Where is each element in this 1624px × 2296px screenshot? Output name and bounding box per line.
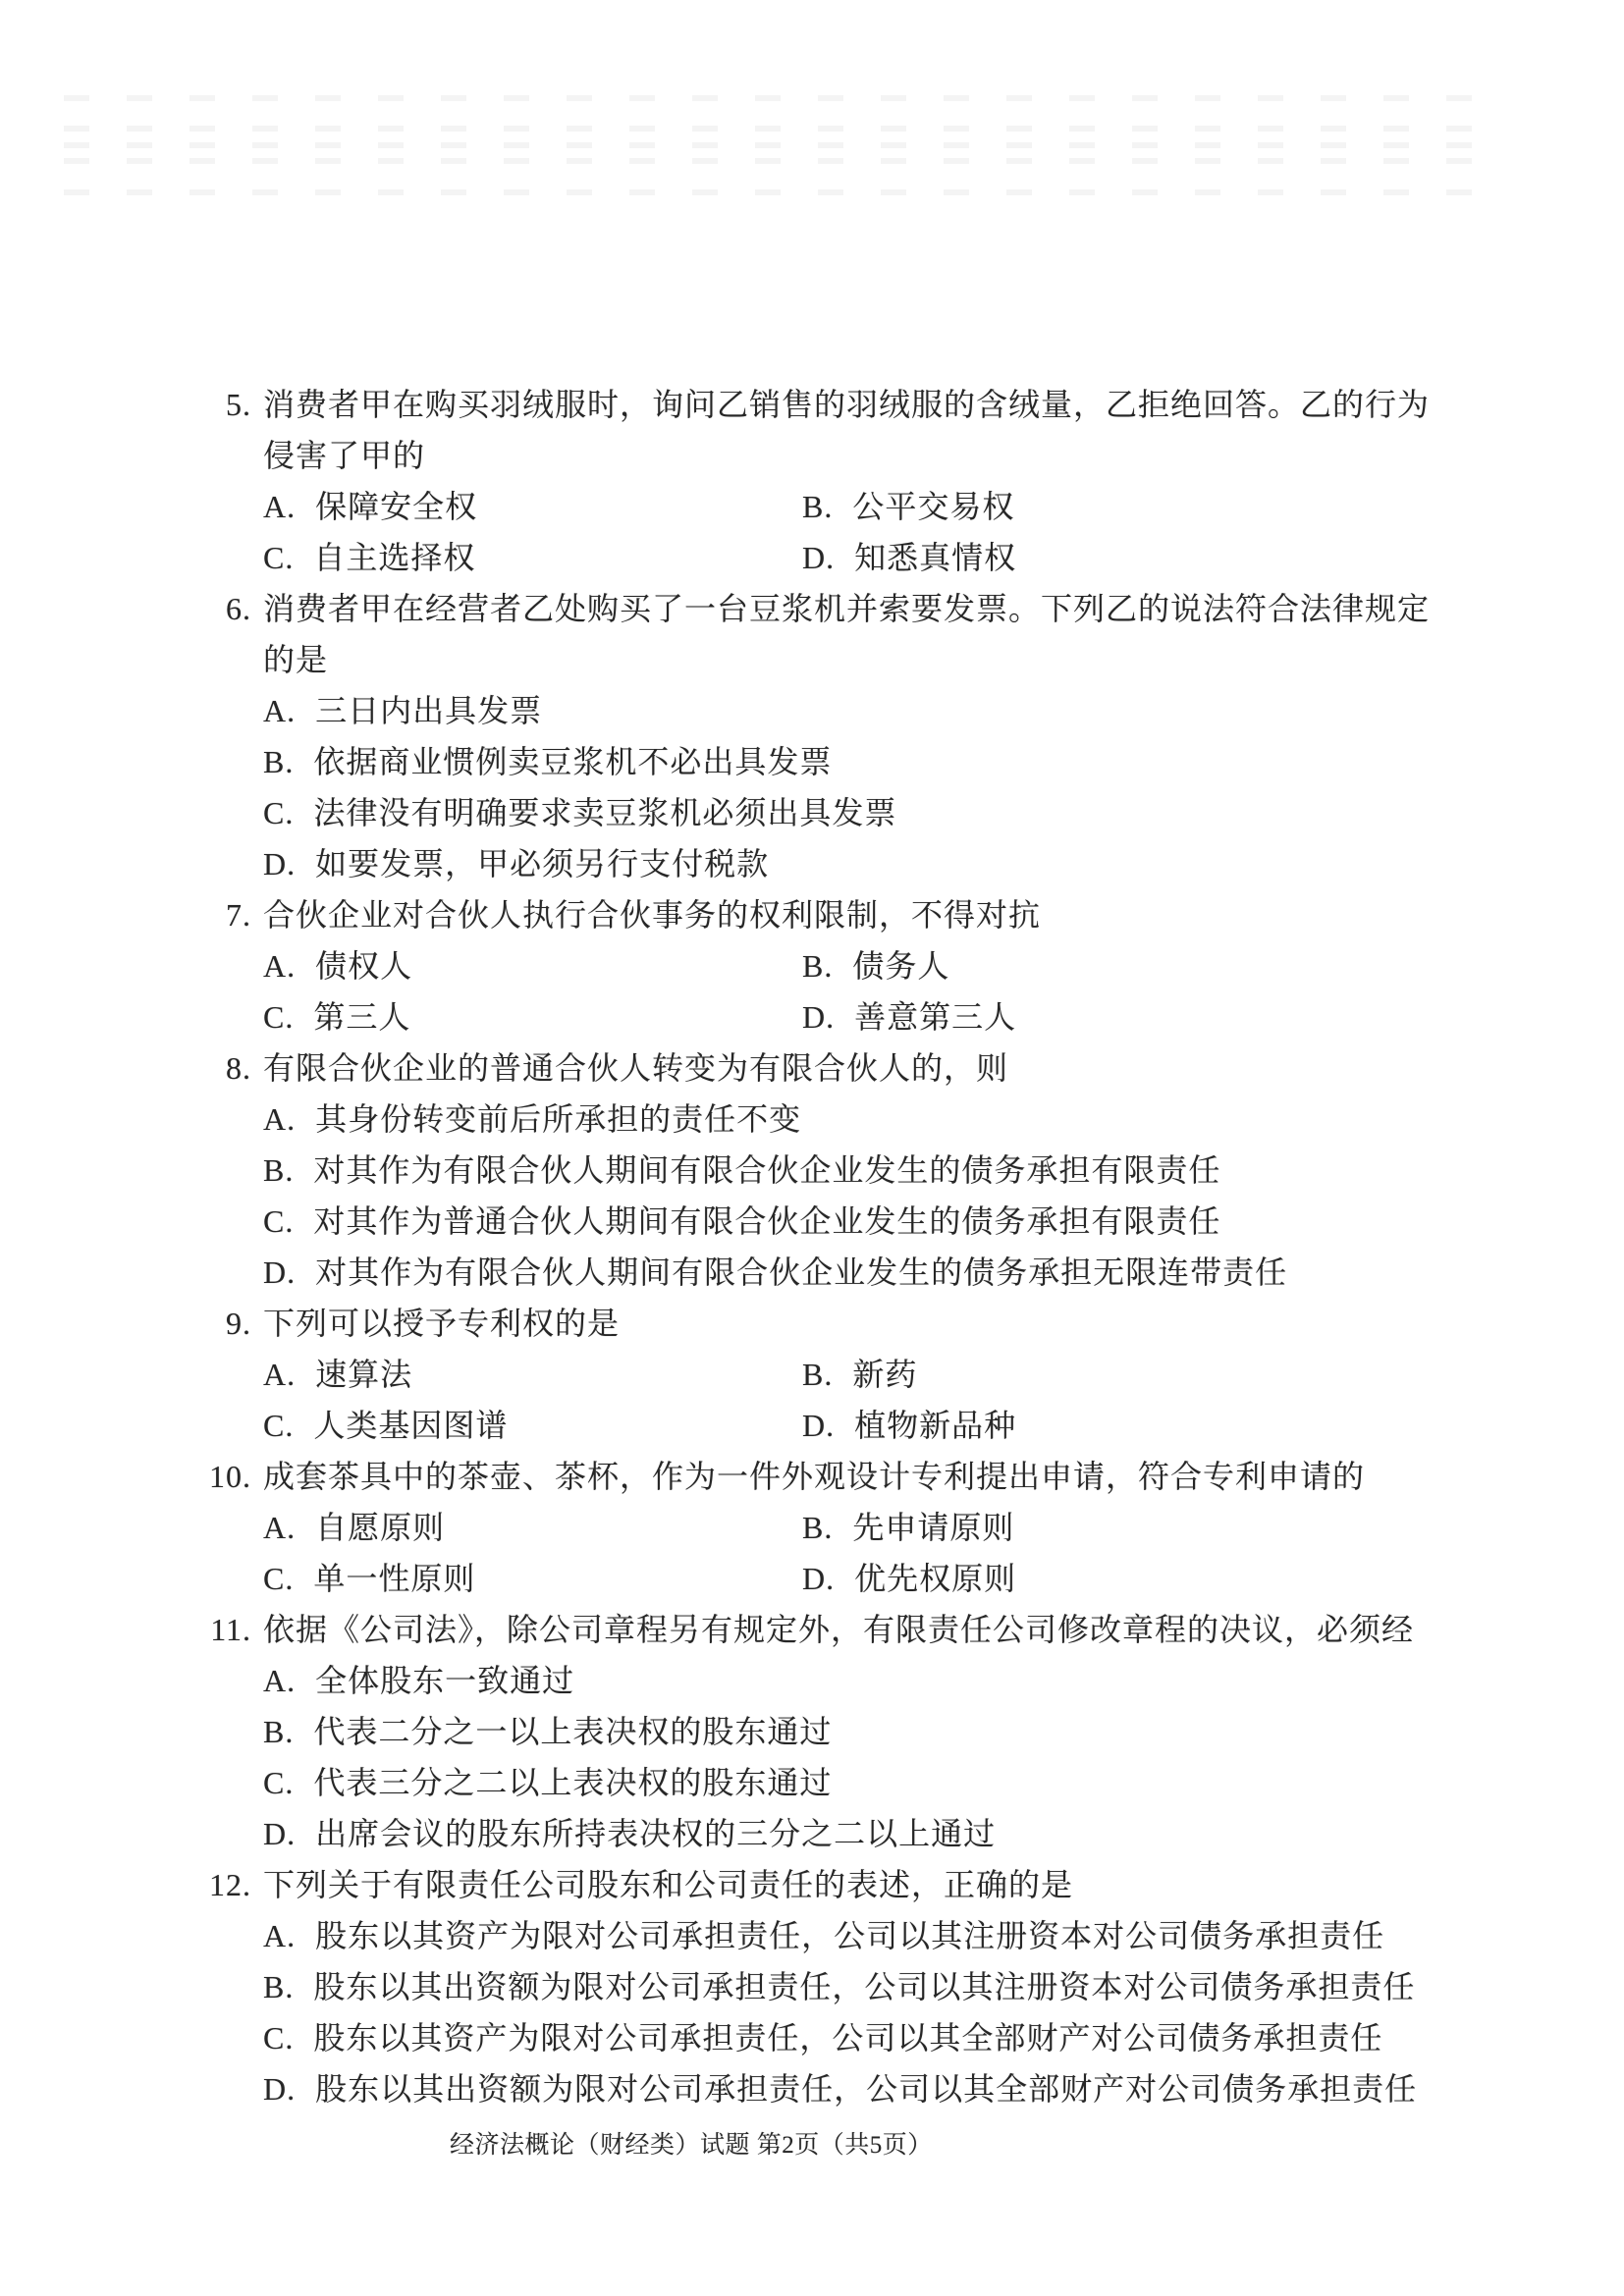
- option: [263, 1247, 1287, 1298]
- option: [263, 685, 542, 736]
- option: [263, 1145, 1220, 1196]
- option-text: 如要发票，甲必须另行支付税款: [315, 846, 770, 881]
- option-text: 知悉真情权: [854, 540, 1017, 575]
- option-letter: C.: [263, 1561, 295, 1596]
- option: [263, 1655, 574, 1706]
- page-footer: [450, 2120, 933, 2171]
- option: [263, 1349, 412, 1400]
- option-text: 股东以其资产为限对公司承担责任，公司以其注册资本对公司债务承担责任: [315, 1918, 1385, 1953]
- question-block: [210, 1604, 1481, 1859]
- option-text: 依据商业惯例卖豆浆机不必出具发票: [313, 744, 833, 779]
- option-letter: C.: [263, 1203, 295, 1239]
- option-text: 善意第三人: [854, 999, 1017, 1035]
- question-block: [226, 1042, 1481, 1298]
- stem-text: 消费者甲在经营者乙处购买了一台豆浆机并索要发票。下列乙的说法符合法律规定: [263, 591, 1431, 626]
- option-text: 股东以其出资额为限对公司承担责任，公司以其注册资本对公司债务承担责任: [313, 1969, 1416, 2004]
- stem-text: 消费者甲在购买羽绒服时，询问乙销售的羽绒服的含绒量，乙拒绝回答。乙的行为: [263, 387, 1431, 422]
- question-block: [226, 1298, 1481, 1451]
- option-text: 其身份转变前后所承担的责任不变: [315, 1101, 802, 1137]
- option-text: 单一性原则: [313, 1561, 476, 1596]
- question-block: [226, 379, 1481, 583]
- option-row: [263, 736, 1481, 787]
- question-stem-line: [263, 634, 1481, 685]
- option-text: 债权人: [315, 948, 413, 984]
- option-text: 第三人: [313, 999, 411, 1035]
- option-text: 速算法: [315, 1357, 413, 1392]
- option: [263, 991, 410, 1042]
- option-letter: C.: [263, 540, 295, 575]
- option-text: 代表二分之一以上表决权的股东通过: [313, 1714, 833, 1749]
- option: [802, 481, 1014, 532]
- option-letter: D.: [263, 1255, 297, 1290]
- question-block: [209, 1451, 1481, 1604]
- option-letter: D.: [263, 1816, 297, 1851]
- option-row: [263, 1349, 1481, 1400]
- option-row: [263, 1196, 1481, 1247]
- question-number: 8.: [226, 1050, 251, 1086]
- scan-noise-row: [64, 142, 1483, 148]
- option: [263, 940, 412, 991]
- stem-text: 侵害了甲的: [263, 438, 426, 473]
- option-text: 法律没有明确要求卖豆浆机必须出具发票: [313, 795, 897, 830]
- question-stem-line: [263, 1451, 1481, 1502]
- option: [263, 1757, 832, 1808]
- option: [263, 787, 896, 838]
- option-row: [263, 532, 1481, 583]
- question-stem-line: [263, 1859, 1481, 1910]
- option-text: 全体股东一致通过: [315, 1663, 575, 1698]
- option-letter: A.: [263, 1663, 297, 1698]
- option-text: 对其作为有限合伙人期间有限合伙企业发生的债务承担有限责任: [313, 1152, 1221, 1188]
- question-block: [209, 1859, 1481, 2114]
- question-stem-line: [263, 1042, 1481, 1094]
- option: [263, 1961, 1415, 2012]
- question-number: 10.: [209, 1459, 251, 1494]
- option: [802, 991, 1016, 1042]
- option-text: 出席会议的股东所持表决权的三分之二以上通过: [315, 1816, 997, 1851]
- option-row: [263, 1553, 1481, 1604]
- option: [802, 1349, 917, 1400]
- option-row: [263, 1808, 1481, 1859]
- option-letter: D.: [802, 540, 836, 575]
- option: [802, 532, 1016, 583]
- option-letter: C.: [263, 2020, 295, 2056]
- option-row: [263, 1502, 1481, 1553]
- stem-text: 依据《公司法》，除公司章程另有规定外，有限责任公司修改章程的决议，必须经: [263, 1612, 1415, 1647]
- option-text: 优先权原则: [854, 1561, 1017, 1596]
- option-row: [263, 838, 1481, 889]
- option-letter: A.: [263, 693, 297, 728]
- option-text: 三日内出具发票: [315, 693, 543, 728]
- option-letter: D.: [802, 1408, 836, 1443]
- option: [263, 1400, 508, 1451]
- question-number: 11.: [210, 1612, 251, 1647]
- option-row: [263, 1757, 1481, 1808]
- option-row: [263, 1706, 1481, 1757]
- question-stem-line: [263, 1298, 1481, 1349]
- option-row: [263, 940, 1481, 991]
- option-letter: B.: [263, 744, 295, 779]
- stem-text: 下列可以授予专利权的是: [263, 1306, 621, 1341]
- option-text: 植物新品种: [854, 1408, 1017, 1443]
- option-text: 自主选择权: [313, 540, 476, 575]
- scan-noise-row: [64, 126, 1483, 132]
- footer-text: 经济法概论（财经类）试题 第2页（共5页）: [450, 2132, 933, 2159]
- question-number: 12.: [209, 1867, 251, 1902]
- option-row: [263, 2063, 1481, 2114]
- option: [263, 1502, 445, 1553]
- stem-text: 下列关于有限责任公司股东和公司责任的表述，正确的是: [263, 1867, 1074, 1902]
- stem-text: 的是: [263, 642, 329, 677]
- option-letter: C.: [263, 1765, 295, 1800]
- option: [263, 481, 477, 532]
- option-text: 自愿原则: [315, 1510, 446, 1545]
- option-text: 代表三分之二以上表决权的股东通过: [313, 1765, 833, 1800]
- option-row: [263, 1145, 1481, 1196]
- option-letter: A.: [263, 1357, 297, 1392]
- option: [263, 532, 475, 583]
- option-letter: A.: [263, 1101, 297, 1137]
- option-text: 保障安全权: [315, 489, 478, 524]
- option-row: [263, 1094, 1481, 1145]
- option-text: 公平交易权: [852, 489, 1015, 524]
- option-letter: C.: [263, 795, 295, 830]
- option-letter: B.: [263, 1152, 295, 1188]
- option-letter: B.: [802, 489, 834, 524]
- option-letter: A.: [263, 948, 297, 984]
- question-stem-line: [263, 889, 1481, 940]
- option: [802, 940, 949, 991]
- option-row: [263, 1655, 1481, 1706]
- question-block: [226, 583, 1481, 889]
- question-stem-line: [263, 583, 1481, 634]
- option: [263, 736, 832, 787]
- option-row: [263, 1910, 1481, 1961]
- option-letter: D.: [802, 999, 836, 1035]
- option-text: 先申请原则: [852, 1510, 1015, 1545]
- option-row: [263, 991, 1481, 1042]
- option-letter: C.: [263, 999, 295, 1035]
- option-row: [263, 1961, 1481, 2012]
- question-block: [226, 889, 1481, 1042]
- option-letter: A.: [263, 489, 297, 524]
- option: [802, 1553, 1016, 1604]
- option-row: [263, 1247, 1481, 1298]
- question-number: 6.: [226, 591, 251, 626]
- option: [263, 2012, 1382, 2063]
- option-text: 人类基因图谱: [313, 1408, 509, 1443]
- option-letter: D.: [802, 1561, 836, 1596]
- option: [263, 1706, 832, 1757]
- option-text: 股东以其资产为限对公司承担责任，公司以其全部财产对公司债务承担责任: [313, 2020, 1383, 2056]
- option: [263, 1196, 1220, 1247]
- option-letter: B.: [263, 1969, 295, 2004]
- option-row: [263, 787, 1481, 838]
- option-text: 股东以其出资额为限对公司承担责任，公司以其全部财产对公司债务承担责任: [315, 2071, 1418, 2107]
- question-stem-line: [263, 379, 1481, 430]
- option-letter: B.: [802, 1357, 834, 1392]
- option-letter: A.: [263, 1510, 297, 1545]
- question-number: 9.: [226, 1306, 251, 1341]
- option-letter: D.: [263, 2071, 297, 2107]
- option-text: 新药: [852, 1357, 918, 1392]
- option: [263, 1910, 1384, 1961]
- option: [263, 1553, 475, 1604]
- option-row: [263, 2012, 1481, 2063]
- option-letter: B.: [802, 1510, 834, 1545]
- option-row: [263, 481, 1481, 532]
- option-letter: B.: [263, 1714, 295, 1749]
- scan-noise-row: [64, 189, 1483, 195]
- scan-noise-row: [64, 95, 1483, 101]
- option-letter: D.: [263, 846, 297, 881]
- option-row: [263, 685, 1481, 736]
- option-row: [263, 1400, 1481, 1451]
- option: [802, 1502, 1014, 1553]
- option: [263, 1094, 801, 1145]
- option-text: 对其作为普通合伙人期间有限合伙企业发生的债务承担有限责任: [313, 1203, 1221, 1239]
- scan-noise-row: [64, 158, 1483, 164]
- question-stem-line: [263, 1604, 1481, 1655]
- option: [802, 1400, 1016, 1451]
- option-letter: A.: [263, 1918, 297, 1953]
- option-text: 对其作为有限合伙人期间有限合伙企业发生的债务承担无限连带责任: [315, 1255, 1288, 1290]
- question-stem-line: [263, 430, 1481, 481]
- question-number: 7.: [226, 897, 251, 933]
- option: [263, 2063, 1417, 2114]
- option-text: 债务人: [852, 948, 950, 984]
- stem-text: 有限合伙企业的普通合伙人转变为有限合伙人的，则: [263, 1050, 1009, 1086]
- option-letter: C.: [263, 1408, 295, 1443]
- question-list: [209, 379, 1481, 2114]
- question-number: 5.: [226, 387, 251, 422]
- stem-text: 成套茶具中的茶壶、茶杯，作为一件外观设计专利提出申请，符合专利申请的: [263, 1459, 1366, 1494]
- option: [263, 838, 769, 889]
- option: [263, 1808, 996, 1859]
- option-letter: B.: [802, 948, 834, 984]
- stem-text: 合伙企业对合伙人执行合伙事务的权利限制，不得对抗: [263, 897, 1042, 933]
